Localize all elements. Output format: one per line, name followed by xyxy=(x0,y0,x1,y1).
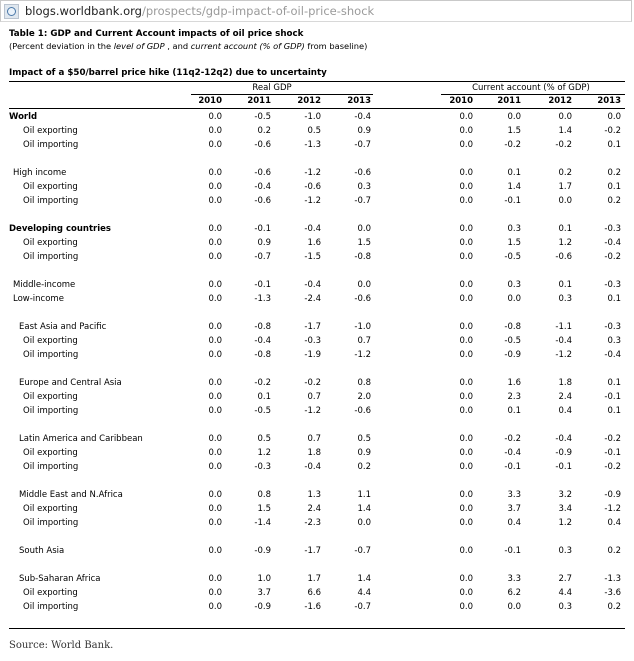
current-account-value: -0.4 xyxy=(555,336,572,346)
current-account-value: 0.0 xyxy=(558,196,572,206)
url-host: blogs.worldbank.org xyxy=(25,4,142,18)
current-account-value: -0.2 xyxy=(604,252,621,262)
row-label: Middle-income xyxy=(13,280,76,290)
current-account-value: 0.0 xyxy=(459,546,473,556)
gdp-value: -0.6 xyxy=(254,140,271,150)
row-label: High income xyxy=(13,168,67,178)
current-account-value: 0.0 xyxy=(459,322,473,332)
gdp-value: 0.0 xyxy=(208,392,222,402)
current-account-value: -0.4 xyxy=(604,350,621,360)
row-label: World xyxy=(9,112,38,122)
current-account-value: -0.1 xyxy=(604,392,621,402)
row-label: Oil exporting xyxy=(23,126,78,136)
address-bar[interactable] xyxy=(0,0,632,22)
current-account-value: 0.1 xyxy=(507,168,521,178)
gdp-value: -0.4 xyxy=(254,182,271,192)
current-account-value: 0.1 xyxy=(607,140,621,150)
gdp-value: 2.0 xyxy=(357,392,371,402)
current-account-value: 0.1 xyxy=(607,182,621,192)
current-account-value: 0.0 xyxy=(459,448,473,458)
gdp-value: -0.3 xyxy=(254,462,271,472)
section-heading: Impact of a $50/barrel price hike (11q2-12q2) due to uncertainty xyxy=(9,68,327,78)
gdp-value: -0.9 xyxy=(254,546,271,556)
gdp-value: 0.0 xyxy=(208,280,222,290)
year-header: 2013 xyxy=(597,96,621,106)
row-label: East Asia and Pacific xyxy=(19,322,107,332)
row-label: Oil importing xyxy=(23,406,79,416)
current-account-value: 0.0 xyxy=(459,196,473,206)
current-account-value: 0.1 xyxy=(507,406,521,416)
gdp-value: 1.4 xyxy=(357,574,371,584)
gdp-value: 0.0 xyxy=(208,378,222,388)
row-label: Oil importing xyxy=(23,518,79,528)
gdp-value: -0.6 xyxy=(304,182,321,192)
gdp-value: 0.0 xyxy=(208,602,222,612)
current-account-value: 3.4 xyxy=(558,504,572,514)
table-rule xyxy=(9,108,625,109)
row-label: Oil exporting xyxy=(23,392,78,402)
gdp-value: 0.9 xyxy=(257,238,271,248)
gdp-value: -0.7 xyxy=(354,196,371,206)
gdp-value: 1.2 xyxy=(257,448,271,458)
current-account-value: 0.0 xyxy=(459,462,473,472)
gdp-value: 0.0 xyxy=(208,196,222,206)
current-account-value: -0.5 xyxy=(504,252,521,262)
row-label: Oil importing xyxy=(23,602,79,612)
gdp-value: 0.0 xyxy=(357,518,371,528)
current-account-value: 0.1 xyxy=(607,378,621,388)
current-account-value: 0.0 xyxy=(459,294,473,304)
gdp-value: 0.0 xyxy=(208,294,222,304)
current-account-value: 2.4 xyxy=(558,392,572,402)
current-account-value: -0.9 xyxy=(504,350,521,360)
current-account-value: 0.1 xyxy=(607,294,621,304)
current-account-value: -0.1 xyxy=(604,448,621,458)
gdp-value: 2.4 xyxy=(307,504,321,514)
current-account-value: 4.4 xyxy=(558,588,572,598)
current-account-value: 0.0 xyxy=(459,490,473,500)
current-account-value: 1.4 xyxy=(558,126,572,136)
row-label: Oil exporting xyxy=(23,588,78,598)
gdp-value: -0.9 xyxy=(254,602,271,612)
gdp-value: -0.8 xyxy=(254,350,271,360)
current-account-value: -0.2 xyxy=(604,126,621,136)
current-account-value: 0.0 xyxy=(459,126,473,136)
table-document xyxy=(9,28,625,612)
gdp-value: 1.1 xyxy=(357,490,371,500)
row-label: Latin America and Caribbean xyxy=(19,434,143,444)
gdp-value: 1.5 xyxy=(357,238,371,248)
row-label: Oil importing xyxy=(23,140,79,150)
gdp-value: 0.0 xyxy=(208,140,222,150)
gdp-value: 0.0 xyxy=(208,224,222,234)
gdp-value: 0.0 xyxy=(208,406,222,416)
gdp-value: -1.3 xyxy=(254,294,271,304)
current-account-value: 0.0 xyxy=(607,112,621,122)
current-account-value: 1.6 xyxy=(507,378,521,388)
current-account-value: 2.3 xyxy=(507,392,521,402)
gdp-value: 0.7 xyxy=(307,392,321,402)
current-account-value: 0.0 xyxy=(459,434,473,444)
current-account-value: 0.0 xyxy=(459,168,473,178)
current-account-value: 0.4 xyxy=(558,406,572,416)
current-account-value: 0.0 xyxy=(507,602,521,612)
gdp-value: -0.6 xyxy=(254,168,271,178)
current-account-value: 0.0 xyxy=(459,238,473,248)
current-account-value: 0.3 xyxy=(558,602,572,612)
gdp-value: 1.8 xyxy=(307,448,321,458)
current-account-value: 2.7 xyxy=(558,574,572,584)
year-header: 2010 xyxy=(198,96,222,106)
current-account-value: 1.7 xyxy=(558,182,572,192)
current-account-value: 0.0 xyxy=(459,588,473,598)
current-account-value: 0.4 xyxy=(607,518,621,528)
row-label: Developing countries xyxy=(9,224,111,234)
row-label: Oil importing xyxy=(23,252,79,262)
gdp-value: -0.5 xyxy=(254,112,271,122)
source-note: Source: World Bank. xyxy=(9,640,114,651)
gdp-value: 0.2 xyxy=(357,462,371,472)
current-account-value: -0.9 xyxy=(604,490,621,500)
gdp-value: 0.0 xyxy=(208,518,222,528)
gdp-value: -1.9 xyxy=(304,350,321,360)
current-account-value: -0.5 xyxy=(504,336,521,346)
gdp-value: -1.5 xyxy=(304,252,321,262)
current-account-value: 3.2 xyxy=(558,490,572,500)
gdp-value: 0.0 xyxy=(208,350,222,360)
current-account-value: 1.5 xyxy=(507,238,521,248)
current-account-value: 0.0 xyxy=(459,518,473,528)
row-label: Oil importing xyxy=(23,196,79,206)
gdp-value: -1.6 xyxy=(304,602,321,612)
gdp-value: 0.1 xyxy=(257,392,271,402)
gdp-value: 0.0 xyxy=(357,224,371,234)
current-account-value: -0.1 xyxy=(504,196,521,206)
gdp-value: -1.2 xyxy=(304,406,321,416)
gdp-value: 0.0 xyxy=(357,280,371,290)
current-account-value: -1.1 xyxy=(555,322,572,332)
current-account-value: -3.6 xyxy=(604,588,621,598)
table-title: Table 1: GDP and Current Account impacts of oil price shock xyxy=(9,29,304,39)
url-text[interactable] xyxy=(25,4,374,18)
table-rule xyxy=(9,628,625,629)
gdp-value: 0.9 xyxy=(357,448,371,458)
gdp-value: -0.1 xyxy=(254,224,271,234)
gdp-value: -0.6 xyxy=(254,196,271,206)
current-account-value: 0.2 xyxy=(607,196,621,206)
subtitle-part: current account (% of GDP) xyxy=(190,41,305,51)
current-account-value: 0.3 xyxy=(507,280,521,290)
gdp-value: 0.0 xyxy=(208,434,222,444)
gdp-value: -1.0 xyxy=(354,322,371,332)
current-account-value: 6.2 xyxy=(507,588,521,598)
gdp-value: 1.4 xyxy=(357,504,371,514)
gdp-value: -0.7 xyxy=(354,602,371,612)
current-account-value: 0.1 xyxy=(558,224,572,234)
current-account-value: 0.0 xyxy=(459,182,473,192)
current-account-value: -0.4 xyxy=(504,448,521,458)
gdp-value: -1.3 xyxy=(304,140,321,150)
row-label: Oil exporting xyxy=(23,336,78,346)
gdp-value: -0.7 xyxy=(354,546,371,556)
current-account-value: 0.0 xyxy=(459,350,473,360)
current-account-value: -0.4 xyxy=(604,238,621,248)
current-account-value: -0.3 xyxy=(604,280,621,290)
current-account-value: 0.0 xyxy=(507,112,521,122)
current-account-value: -0.3 xyxy=(604,224,621,234)
current-account-value: 0.3 xyxy=(558,294,572,304)
gdp-value: -0.6 xyxy=(354,406,371,416)
gdp-value: -0.3 xyxy=(304,336,321,346)
current-account-value: 0.3 xyxy=(558,546,572,556)
gdp-value: 4.4 xyxy=(357,588,371,598)
current-account-value: 0.0 xyxy=(459,602,473,612)
current-account-value: 0.2 xyxy=(607,546,621,556)
current-account-value: -1.2 xyxy=(555,350,572,360)
gdp-value: -0.4 xyxy=(304,462,321,472)
gdp-value: -0.8 xyxy=(254,322,271,332)
year-header: 2011 xyxy=(247,96,271,106)
current-account-value: 0.3 xyxy=(507,224,521,234)
gdp-value: 0.0 xyxy=(208,504,222,514)
group-header-current-account: Current account (% of GDP) xyxy=(472,83,590,93)
gdp-value: 0.0 xyxy=(208,182,222,192)
current-account-value: 1.8 xyxy=(558,378,572,388)
current-account-value: 0.2 xyxy=(558,168,572,178)
current-account-value: -0.2 xyxy=(555,140,572,150)
gdp-value: -2.3 xyxy=(304,518,321,528)
gdp-value: 0.8 xyxy=(257,490,271,500)
year-header: 2013 xyxy=(347,96,371,106)
row-label: Oil exporting xyxy=(23,504,78,514)
current-account-value: 0.0 xyxy=(459,378,473,388)
current-account-value: 0.0 xyxy=(459,224,473,234)
row-label: Europe and Central Asia xyxy=(19,378,122,388)
current-account-value: 0.0 xyxy=(459,392,473,402)
current-account-value: -0.1 xyxy=(504,462,521,472)
gdp-value: -2.4 xyxy=(304,294,321,304)
current-account-value: 0.0 xyxy=(459,140,473,150)
current-account-value: -0.1 xyxy=(504,546,521,556)
gdp-value: 0.5 xyxy=(307,126,321,136)
row-label: Low-income xyxy=(13,294,64,304)
current-account-value: 0.0 xyxy=(558,112,572,122)
current-account-value: 1.2 xyxy=(558,238,572,248)
current-account-value: -0.2 xyxy=(604,434,621,444)
gdp-value: 0.8 xyxy=(357,378,371,388)
row-label: Oil importing xyxy=(23,350,79,360)
gdp-value: 0.7 xyxy=(357,336,371,346)
row-label: Oil exporting xyxy=(23,448,78,458)
gdp-value: -0.5 xyxy=(254,406,271,416)
current-account-value: 0.0 xyxy=(459,336,473,346)
current-account-value: 3.7 xyxy=(507,504,521,514)
gdp-value: 0.5 xyxy=(257,434,271,444)
gdp-value: 1.5 xyxy=(257,504,271,514)
table-subtitle xyxy=(9,40,625,52)
subtitle-part: level of GDP xyxy=(113,41,165,51)
gdp-value: 3.7 xyxy=(257,588,271,598)
gdp-value: -1.4 xyxy=(254,518,271,528)
row-label: Middle East and N.Africa xyxy=(19,490,123,500)
gdp-value: 0.0 xyxy=(208,252,222,262)
gdp-value: -0.4 xyxy=(304,224,321,234)
current-account-value: -0.6 xyxy=(555,252,572,262)
current-account-value: 0.0 xyxy=(459,280,473,290)
current-account-value: 0.4 xyxy=(507,518,521,528)
gdp-value: -0.6 xyxy=(354,294,371,304)
year-header: 2010 xyxy=(449,96,473,106)
current-account-value: 0.0 xyxy=(459,504,473,514)
subtitle-part: , and xyxy=(164,41,191,51)
gdp-value: -0.2 xyxy=(304,378,321,388)
gdp-value: 0.7 xyxy=(307,434,321,444)
current-account-value: -0.9 xyxy=(555,448,572,458)
current-account-value: 0.0 xyxy=(459,574,473,584)
gdp-value: 1.6 xyxy=(307,238,321,248)
current-account-value: -0.8 xyxy=(504,322,521,332)
current-account-value: 0.0 xyxy=(507,294,521,304)
year-header: 2012 xyxy=(548,96,572,106)
gdp-value: -0.8 xyxy=(354,252,371,262)
row-label: Oil exporting xyxy=(23,238,78,248)
gdp-value: 0.2 xyxy=(257,126,271,136)
gdp-value: 0.0 xyxy=(208,238,222,248)
current-account-value: -0.4 xyxy=(555,434,572,444)
current-account-value: 0.0 xyxy=(459,252,473,262)
gdp-value: 0.0 xyxy=(208,574,222,584)
gdp-value: -0.4 xyxy=(304,280,321,290)
subtitle-part: from baseline) xyxy=(304,41,368,51)
gdp-value: 0.0 xyxy=(208,336,222,346)
site-favicon-icon xyxy=(4,4,19,19)
url-path: /prospects/gdp-impact-of-oil-price-shock xyxy=(141,4,375,18)
gdp-value: -0.4 xyxy=(254,336,271,346)
current-account-value: 0.2 xyxy=(607,168,621,178)
current-account-value: -1.3 xyxy=(604,574,621,584)
current-account-value: 1.5 xyxy=(507,126,521,136)
current-account-value: -0.2 xyxy=(504,434,521,444)
gdp-value: 0.0 xyxy=(208,126,222,136)
current-account-value: -0.2 xyxy=(604,462,621,472)
current-account-value: -0.1 xyxy=(555,462,572,472)
gdp-value: 0.3 xyxy=(357,182,371,192)
current-account-value: 0.1 xyxy=(558,280,572,290)
current-account-value: -1.2 xyxy=(604,504,621,514)
group-header-real-gdp: Real GDP xyxy=(252,83,292,93)
gdp-value: -0.7 xyxy=(354,140,371,150)
current-account-value: 0.0 xyxy=(459,112,473,122)
current-account-value: 1.2 xyxy=(558,518,572,528)
gdp-value: -0.6 xyxy=(354,168,371,178)
gdp-value: 1.3 xyxy=(307,490,321,500)
current-account-value: 0.1 xyxy=(607,406,621,416)
gdp-value: 6.6 xyxy=(307,588,321,598)
gdp-value: -1.7 xyxy=(304,546,321,556)
gdp-value: -0.7 xyxy=(254,252,271,262)
gdp-value: -0.1 xyxy=(254,280,271,290)
gdp-value: 0.5 xyxy=(357,434,371,444)
gdp-value: 0.0 xyxy=(208,490,222,500)
gdp-value: 0.0 xyxy=(208,546,222,556)
current-account-value: 0.0 xyxy=(459,406,473,416)
year-header: 2011 xyxy=(497,96,521,106)
current-account-value: 0.3 xyxy=(607,336,621,346)
gdp-value: 0.0 xyxy=(208,168,222,178)
gdp-value: -1.2 xyxy=(304,196,321,206)
gdp-value: 1.7 xyxy=(307,574,321,584)
gdp-value: 0.0 xyxy=(208,322,222,332)
gdp-value: 0.0 xyxy=(208,462,222,472)
current-account-value: 0.2 xyxy=(607,602,621,612)
row-label: Sub-Saharan Africa xyxy=(19,574,101,584)
gdp-value: -1.2 xyxy=(304,168,321,178)
row-label: South Asia xyxy=(19,546,65,556)
current-account-value: 1.4 xyxy=(507,182,521,192)
gdp-value: -1.7 xyxy=(304,322,321,332)
current-account-value: 3.3 xyxy=(507,574,521,584)
current-account-value: -0.3 xyxy=(604,322,621,332)
gdp-value: -0.4 xyxy=(354,112,371,122)
gdp-value: -1.2 xyxy=(354,350,371,360)
gdp-value: -0.2 xyxy=(254,378,271,388)
gdp-value: -1.0 xyxy=(304,112,321,122)
row-label: Oil exporting xyxy=(23,182,78,192)
gdp-value: 0.0 xyxy=(208,588,222,598)
gdp-value: 1.0 xyxy=(257,574,271,584)
current-account-value: 3.3 xyxy=(507,490,521,500)
gdp-value: 0.0 xyxy=(208,112,222,122)
gdp-value: 0.9 xyxy=(357,126,371,136)
year-header: 2012 xyxy=(297,96,321,106)
subtitle-part: (Percent deviation in the xyxy=(9,41,114,51)
current-account-value: -0.2 xyxy=(504,140,521,150)
row-label: Oil importing xyxy=(23,462,79,472)
gdp-value: 0.0 xyxy=(208,448,222,458)
